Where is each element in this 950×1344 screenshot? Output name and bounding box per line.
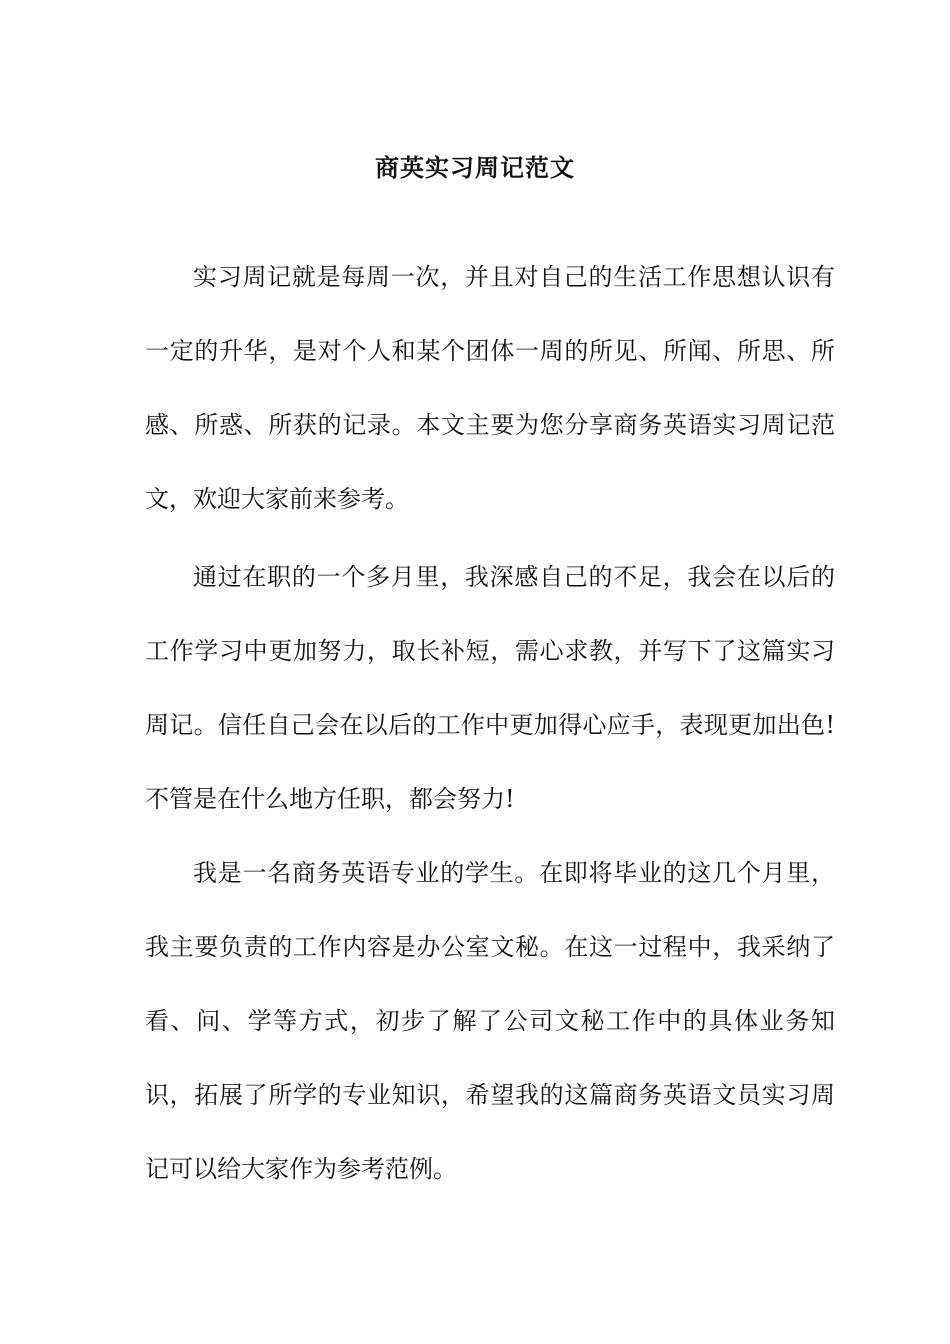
document-title: 商英实习周记范文 — [375, 153, 575, 183]
paragraph-2: 通过在职的一个多月里，我深感自己的不足，我会在以后的工作学习中更加努力，取长补短，需心求教，并写下了这篇实习周记。信任自己会在以后的工作中更加得心应手，表现更加出色!不管是在什么地方任职，都会努力! — [145, 563, 835, 813]
paragraph-1: 实习周记就是每周一次，并且对自己的生活工作思想认识有一定的升华，是对个人和某个团体一周的所见、所闻、所思、所感、所惑、所获的记录。本文主要为您分享商务英语实习周记范文，欢迎大家前来参考。 — [145, 263, 835, 513]
paragraph-3: 我是一名商务英语专业的学生。在即将毕业的这几个月里，我主要负责的工作内容是办公室文秘。在这一过程中，我采纳了看、问、学等方式，初步了解了公司文秘工作中的具体业务知识，拓展了所学的专业知识，希望我的这篇商务英语文员实习周记可以给大家作为参考范例。 — [145, 859, 835, 1183]
